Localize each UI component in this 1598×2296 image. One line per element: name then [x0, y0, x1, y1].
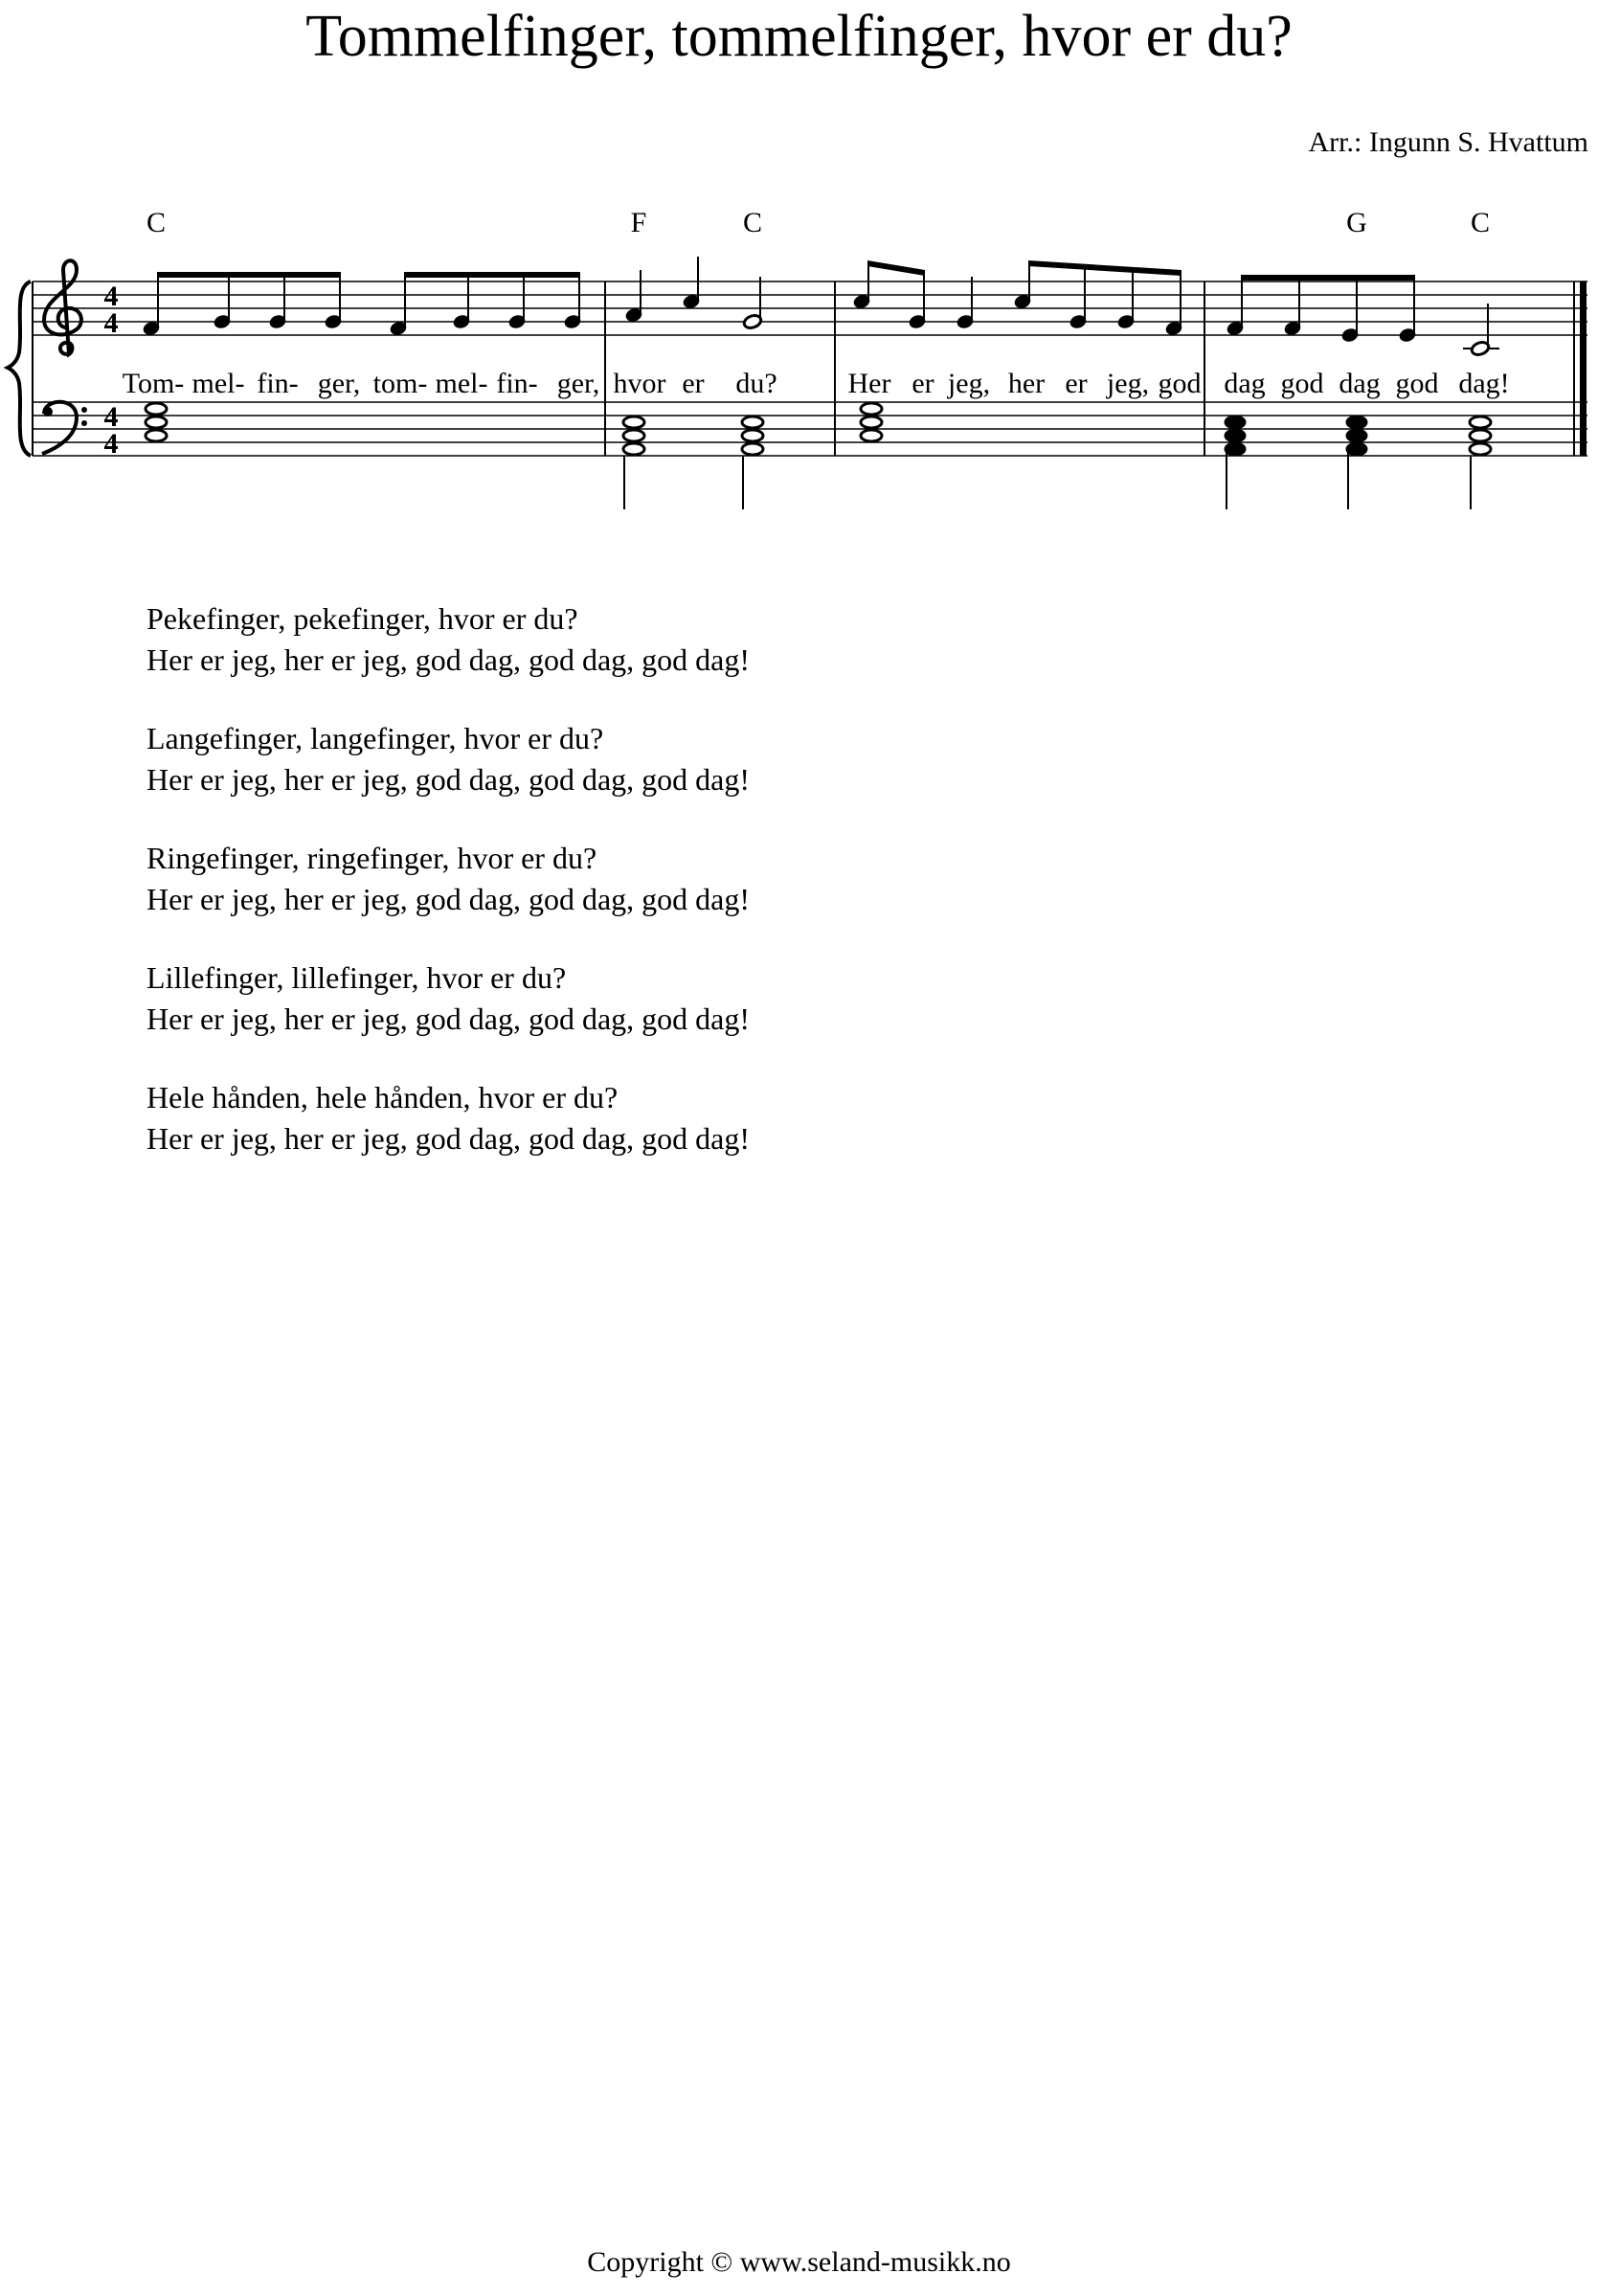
lyric-syllable: mel- [191, 368, 245, 399]
chord-symbol: F [630, 207, 647, 238]
lyric-syllable: god [1280, 368, 1324, 399]
verse-line: Hele hånden, hele hånden, hvor er du? [146, 1080, 619, 1114]
verse [146, 718, 750, 800]
lyric-syllable: dag [1339, 368, 1381, 399]
verse-line: Lillefinger, lillefinger, hvor er du? [146, 960, 567, 995]
measure-2-melody [624, 257, 762, 330]
chord-symbol: C [1470, 207, 1491, 238]
time-sig-bottom: 4 [103, 428, 119, 460]
bass-clef-icon [42, 402, 87, 454]
verse-line: Her er jeg, her er jeg, god dag, god dag, god dag! [146, 1121, 750, 1156]
chord-symbol: C [742, 207, 763, 238]
lyrics-line [123, 368, 1510, 399]
lyric-syllable: jeg, [1106, 368, 1150, 399]
lyric-syllable: er [682, 368, 705, 399]
lyric-syllable: god [1395, 368, 1439, 399]
measure-3-melody [852, 260, 1182, 336]
measure-4-melody [1226, 275, 1499, 357]
time-sig-top: 4 [103, 281, 119, 312]
verses-block [146, 598, 750, 1197]
verse [146, 1077, 750, 1159]
lyric-syllable: er [912, 368, 934, 399]
verse-line: Her er jeg, her er jeg, god dag, god dag, god dag! [146, 642, 750, 677]
lyric-syllable: tom- [372, 368, 428, 399]
treble-clef-icon [44, 260, 81, 354]
lyric-syllable: du? [735, 368, 777, 399]
lyric-syllable: fin- [496, 368, 538, 399]
verse-line: Langefinger, langefinger, hvor er du? [146, 721, 604, 755]
final-barline [1580, 281, 1587, 456]
lyric-syllable: Her [847, 368, 891, 399]
lyric-syllable: Tom- [122, 368, 185, 399]
chord-symbol: C [146, 207, 167, 238]
time-signature-bass [104, 401, 119, 460]
lyric-syllable: fin- [257, 368, 299, 399]
lyric-syllable: dag! [1458, 368, 1510, 399]
copyright-notice: Copyright © www.seland-musikk.no [587, 2246, 1011, 2278]
verse-line: Ringefinger, ringefinger, hvor er du? [146, 841, 597, 875]
verse [146, 598, 750, 681]
verse-line: Her er jeg, her er jeg, god dag, god dag, god dag! [146, 882, 750, 916]
verse [146, 957, 750, 1040]
treble-staff [33, 281, 1587, 335]
arranger-credit: Arr.: Ingunn S. Hvattum [1308, 126, 1588, 158]
time-signature-treble [104, 281, 119, 339]
lyric-syllable: jeg, [947, 368, 991, 399]
verse [146, 838, 750, 920]
lyric-syllable: mel- [435, 368, 488, 399]
lyric-syllable: dag [1224, 368, 1266, 399]
time-sig-bottom: 4 [103, 307, 119, 339]
lyric-syllable: ger, [317, 368, 361, 399]
lyric-syllable: er [1065, 368, 1088, 399]
lyric-syllable: god [1158, 368, 1202, 399]
chord-symbol: G [1346, 207, 1367, 238]
song-title: Tommelfinger, tommelfinger, hvor er du? [305, 4, 1293, 69]
lyric-syllable: her [1007, 368, 1046, 399]
verse-line: Her er jeg, her er jeg, god dag, god dag, god dag! [146, 1002, 750, 1036]
lyric-syllable: hvor [613, 368, 666, 399]
verse-line: Her er jeg, her er jeg, god dag, god dag, god dag! [146, 762, 750, 797]
sheet-music-score [0, 201, 1598, 527]
grand-staff-brace [8, 281, 31, 456]
lyric-syllable: ger, [556, 368, 600, 399]
time-sig-top: 4 [103, 401, 119, 433]
verse-line: Pekefinger, pekefinger, hvor er du? [146, 601, 578, 636]
